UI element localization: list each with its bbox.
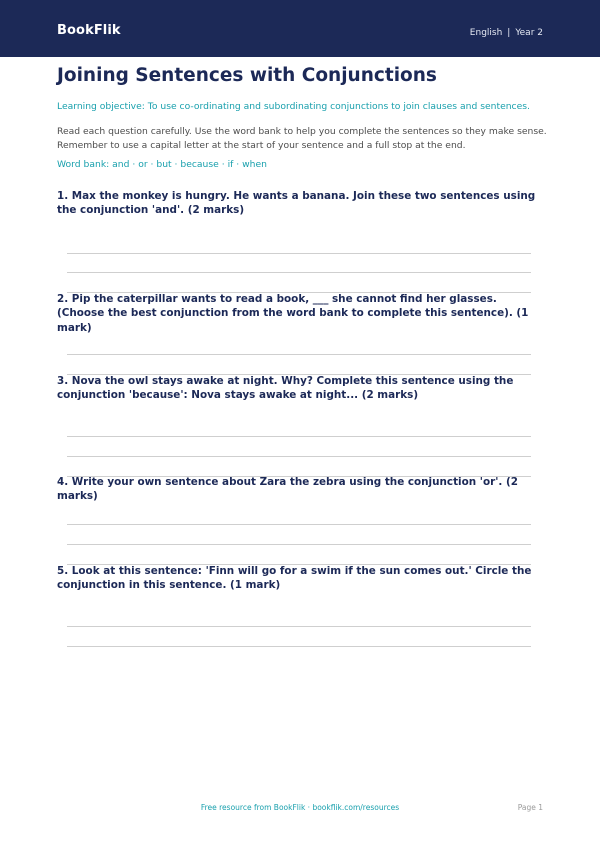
answer-line[interactable] [67,626,531,627]
answer-line[interactable] [67,436,531,437]
brand-logo[interactable]: BookFlik [57,23,121,38]
answer-line[interactable] [67,354,531,355]
subject-label: English [469,28,503,38]
answer-line[interactable] [67,272,531,273]
answer-line[interactable] [67,253,531,254]
footer-text[interactable]: Free resource from BookFlik · bookflik.com/resources [200,803,400,812]
question-4: 4. Write your own sentence about Zara the zebra using the conjunction 'or'. (2 marks) [57,476,518,503]
meta-separator: | [507,28,511,38]
answer-line[interactable] [67,524,531,525]
page-title: Joining Sentences with Conjunctions [57,65,437,86]
question-2: 2. Pip the caterpillar wants to read a book, ___ she cannot find her glasses. (Choose the best conjunction from the word bank to complete this sentence). (1 mark) [57,293,529,334]
question-5: 5. Look at this sentence: 'Finn will go for a swim if the sun comes out.' Circle the conjunction in this sentence. (1 mark) [57,565,532,592]
instructions-text: Read each question carefully. Use the word bank to help you complete the sentences so they make sense. Remember to use a capital letter at the start of your sentence and a full stop at the end. [57,126,547,151]
page-number: Page 1 [517,803,543,812]
answer-line[interactable] [67,456,531,457]
word-bank: Word bank: and · or · but · because · if · when [57,159,267,170]
answer-line[interactable] [67,544,531,545]
question-3: 3. Nova the owl stays awake at night. Why? Complete this sentence using the conjunction 'because': Nova stays awake at night... (2 marks) [57,375,514,402]
header-bar [0,0,600,57]
subject-meta [470,28,543,38]
answer-line[interactable] [67,646,531,647]
year-label: Year 2 [515,28,543,38]
question-1: 1. Max the monkey is hungry. He wants a banana. Join these two sentences using the conjunction 'and'. (2 marks) [57,190,536,217]
learning-objective: Learning objective: To use co-ordinating and subordinating conjunctions to join clauses and sentences. [57,101,530,112]
